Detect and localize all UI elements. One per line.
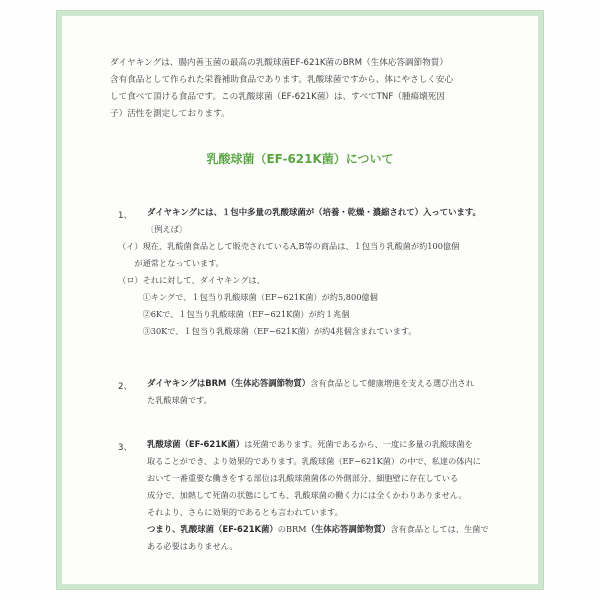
section-1-line: （ロ）それに対して、ダイヤキングは、 xyxy=(118,275,265,285)
section-1-line: が通常となっています。 xyxy=(118,258,224,268)
section-1-line: 〔例えば〕 xyxy=(146,224,188,234)
section-2-number: 2、 xyxy=(118,382,133,392)
section-3-tail-bold2: （生体応答調節物質） xyxy=(306,524,391,534)
intro-line: ダイヤキングは、腸内善玉菌の最高の乳酸球菌EF-621K菌のBRM（生体応答調節物質） xyxy=(110,58,448,68)
intro-line: 含有食品として作られた栄養補助食品であります。乳酸球菌ですから、体にやさしく安心 xyxy=(110,75,454,85)
section-1-number: 1、 xyxy=(118,211,133,221)
section-3-tail-bold: つまり、乳酸球菌（EF-621K菌） xyxy=(147,524,278,534)
intro-line: して食べて頂ける食品です。この乳酸球菌（EF-621K菌）は、すべてTNF（腫瘍壊死因 xyxy=(110,92,445,102)
section-2-body xyxy=(147,375,527,409)
section-1-line: ①キングで、１包当り乳酸球菌（EF−621K菌）が約5,800億個 xyxy=(118,292,378,302)
section-3-line: おいて一番重要な働きをする部位は乳酸球菌菌体の外側部分、細胞壁に存在している xyxy=(147,473,459,483)
section-3-line: 成分で、加熱して死菌の状態にしても、乳酸球菌の働く力には全くかわりありません。 xyxy=(147,490,467,500)
section-1-line: ②6Kで、１包当り乳酸球菌（EF−621K菌）が約１兆個 xyxy=(118,309,350,319)
section-3-number: 3、 xyxy=(118,443,133,453)
section-1-line: ③30Kで、１包当り乳酸球菌（EF−621K菌）が約4兆個含まれています。 xyxy=(118,326,417,336)
section-1-lead: ダイヤキングには、１包中多量の乳酸球菌が（培養・乾燥・濃縮されて）入っています。 xyxy=(147,207,481,217)
section-1-line: （イ）現在、乳酸菌食品として販売されているA,B等の商品は、１包当り乳酸菌が約100億個 xyxy=(118,241,460,251)
section-1-detail xyxy=(118,221,528,340)
section-3-body xyxy=(147,436,527,555)
section-1-body xyxy=(147,204,527,221)
page-title: 乳酸球菌（EF-621K菌）について xyxy=(206,152,394,166)
section-3-lead-bold: 乳酸球菌（EF-621K菌） xyxy=(147,439,245,449)
section-3-line: 取ることができ、より効果的であります。乳酸球菌（EF−621K菌）の中で、私達の体内に xyxy=(147,456,481,466)
section-3-tail-last: ある必要はありません。 xyxy=(147,541,238,551)
section-2-line: た乳酸球菌です。 xyxy=(147,395,212,405)
section-3-lead-rest: は死菌であります。死菌であるから、一度に多量の乳酸球菌を xyxy=(244,439,473,449)
section-2-lead-bold: ダイヤキングはBRM（生体応答調節物質） xyxy=(147,378,311,388)
section-3-tail-rest: 含有食品としては、生菌で xyxy=(390,524,489,534)
section-2-lead-rest: 含有食品として健康増進を支える選び出され xyxy=(310,378,474,388)
intro-paragraph xyxy=(110,55,515,123)
section-3-tail-mid: のBRM xyxy=(277,524,307,534)
intro-line: 子）活性を測定しております。 xyxy=(110,109,230,119)
section-3-line: それより、さらに効果的であるとも言われています。 xyxy=(147,507,343,517)
